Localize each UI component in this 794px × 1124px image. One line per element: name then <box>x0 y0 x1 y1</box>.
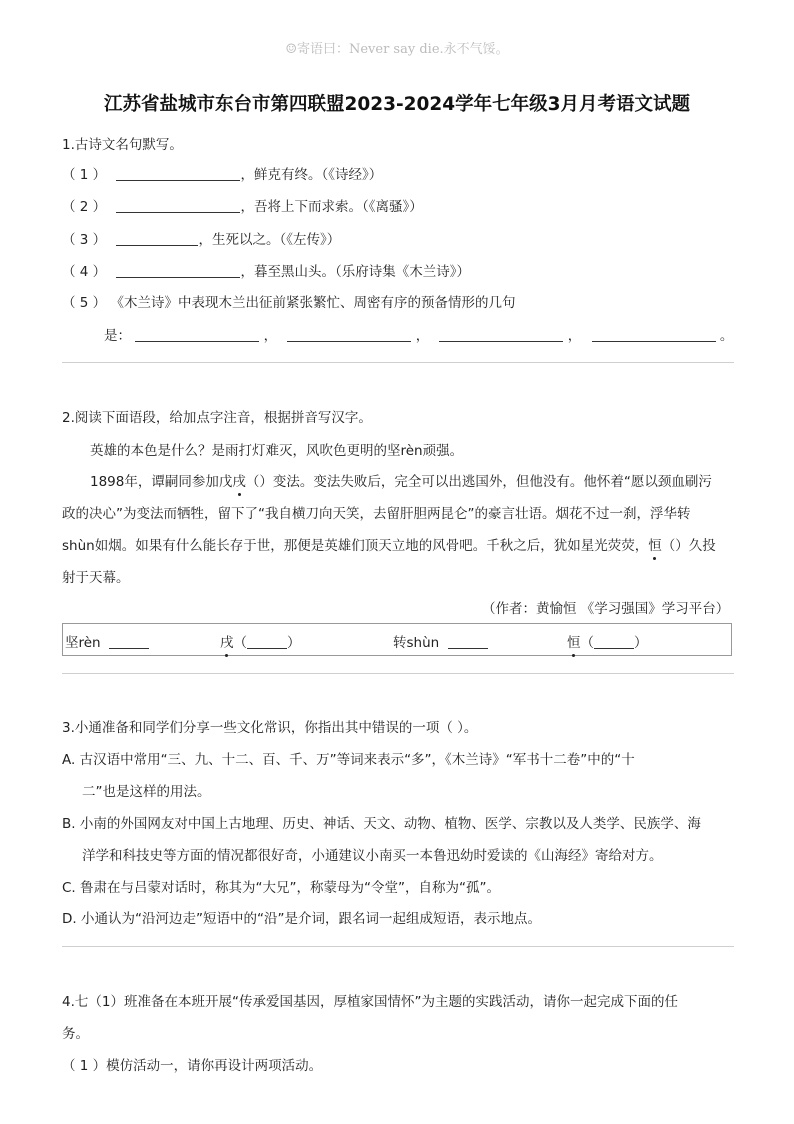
q1-stem: 1.古诗文名句默写。 <box>62 137 183 153</box>
comma: ， <box>567 328 582 344</box>
q2-answer-table <box>62 623 732 656</box>
answer-blank[interactable] <box>287 327 411 342</box>
answer-blank[interactable] <box>592 327 716 342</box>
q2-source: （作者：黄愉恒 《学习强国》学习平台） <box>482 601 730 617</box>
q1-item-1-text: ，鲜克有终。（《诗经》） <box>240 167 383 183</box>
q1-item-4 <box>62 260 470 280</box>
answer-blank[interactable] <box>116 263 240 278</box>
answer-cell-xu <box>220 631 301 651</box>
comma: ， <box>415 328 430 344</box>
q2-para-4-a: shùn如烟。如果有什么能长存于世，那便是英雄们顶天立地的风骨吧。千秋之后，犹如星光荧荧， <box>62 538 649 554</box>
answer-blank[interactable] <box>448 634 488 649</box>
answer-label: 戌 <box>220 631 234 651</box>
answer-blank[interactable] <box>247 634 287 649</box>
q3-option-b-line-2: 洋学和科技史等方面的情况都很好奇，小通建议小南买一本鲁迅幼时爱读的《山海经》寄给对方。 <box>82 848 663 864</box>
q3-option-b-line-1[interactable]: B. 小南的外国网友对中国上古地理、历史、神话、天文、动物、植物、医学、宗教以及人类学、民族学、海 <box>62 816 701 832</box>
page-title: 江苏省盐城市东台市第四联盟2023-2024学年七年级3月月考语文试题 <box>103 94 691 115</box>
answer-cell-shun <box>393 631 488 651</box>
paren-close: ） <box>634 635 648 651</box>
q3-option-a-line-1[interactable]: A. 古汉语中常用“三、九、十二、百、千、万”等词来表示“多”，《木兰诗》“军书十二卷”中的“十 <box>62 752 635 768</box>
motto-text: 寄语曰：Never say die.永不气馁。 <box>296 42 509 57</box>
paren-open: （ <box>580 635 594 651</box>
answer-blank[interactable] <box>116 198 240 213</box>
q2-para-2-b: （）变法。变法失败后，完全可以出逃国外，但他没有。他怀着“愿以颈血刷污 <box>245 474 712 490</box>
paren-close: ） <box>287 635 301 651</box>
section-divider <box>62 673 734 674</box>
q2-para-2-a: 1898年，谭嗣同参加戊 <box>90 474 233 490</box>
q1-item-3 <box>62 228 340 248</box>
answer-cell-heng <box>567 631 648 651</box>
q4-stem-line-2: 务。 <box>62 1026 89 1042</box>
q1-item-5-blanks <box>104 324 733 344</box>
q2-para-5: 射于天幕。 <box>62 570 130 586</box>
q2-stem: 2.阅读下面语段，给加点字注音，根据拼音写汉字。 <box>62 410 372 426</box>
dotted-char-xu: 戌 <box>232 470 246 490</box>
q2-para-3: 政的决心”为变法而牺牲，留下了“我自横刀向天笑，去留肝胆两昆仑”的豪言壮语。烟花不过一刹，浮华转 <box>62 506 691 522</box>
q1-item-5-text: 《木兰诗》中表现木兰出征前紧张繁忙、周密有序的预备情形的几句 <box>110 295 516 311</box>
q2-para-4 <box>62 534 716 554</box>
q1-item-2 <box>62 195 423 215</box>
q3-option-a-line-2: 二”也是这样的用法。 <box>82 784 211 800</box>
answer-blank[interactable] <box>594 634 634 649</box>
answer-blank[interactable] <box>116 166 240 181</box>
q2-para-2 <box>90 470 712 490</box>
period: 。 <box>719 328 734 344</box>
answer-label: 转shùn <box>393 635 440 651</box>
answer-label: 恒 <box>567 631 581 651</box>
smiley-icon: ☺ <box>285 42 297 57</box>
q3-option-c[interactable]: C. 鲁肃在与吕蒙对话时，称其为“大兄”，称蒙母为“令堂”，自称为“孤”。 <box>62 880 500 896</box>
section-divider <box>62 362 734 363</box>
answer-blank[interactable] <box>116 231 198 246</box>
answer-blank[interactable] <box>439 327 563 342</box>
q4-sub-1: （ 1 ）模仿活动一，请你再设计两项活动。 <box>62 1058 323 1074</box>
section-divider <box>62 946 734 947</box>
q1-item-3-num: （ 3 ） <box>62 232 107 248</box>
answer-cell-ren <box>65 631 149 651</box>
motto-header <box>0 38 794 57</box>
q1-item-4-text: ，暮至黑山头。（乐府诗集《木兰诗》） <box>240 264 470 280</box>
q1-item-5 <box>62 291 515 311</box>
q1-item-5-num: （ 5 ） <box>62 295 107 311</box>
q1-item-3-text: ，生死以之。（《左传》） <box>198 232 341 248</box>
answer-label: 坚rèn <box>65 635 101 651</box>
q1-item-1 <box>62 163 382 183</box>
q3-option-d[interactable]: D. 小通认为“沿河边走”短语中的“沿”是介词，跟名词一起组成短语，表示地点。 <box>62 911 541 927</box>
answer-blank[interactable] <box>135 327 259 342</box>
comma: ， <box>263 328 278 344</box>
q1-item-1-num: （ 1 ） <box>62 167 107 183</box>
q1-item-5-is: 是： <box>104 328 131 344</box>
q2-para-1: 英雄的本色是什么？是雨打灯难灭，风吹色更明的坚rèn顽强。 <box>90 443 464 459</box>
q1-item-4-num: （ 4 ） <box>62 264 107 280</box>
q1-item-2-text: ，吾将上下而求索。（《离骚》） <box>240 199 423 215</box>
paren-open: （ <box>233 635 247 651</box>
q2-para-4-b: （）久投 <box>661 538 716 554</box>
q1-item-2-num: （ 2 ） <box>62 199 107 215</box>
dotted-char-heng: 恒 <box>648 534 662 554</box>
answer-blank[interactable] <box>109 634 149 649</box>
q3-stem: 3.小通准备和同学们分享一些文化常识，你指出其中错误的一项（ ）。 <box>62 720 478 736</box>
q4-stem-line-1: 4.七（1）班准备在本班开展“传承爱国基因，厚植家国情怀”为主题的实践活动，请你一起完成下面的任 <box>62 994 678 1010</box>
